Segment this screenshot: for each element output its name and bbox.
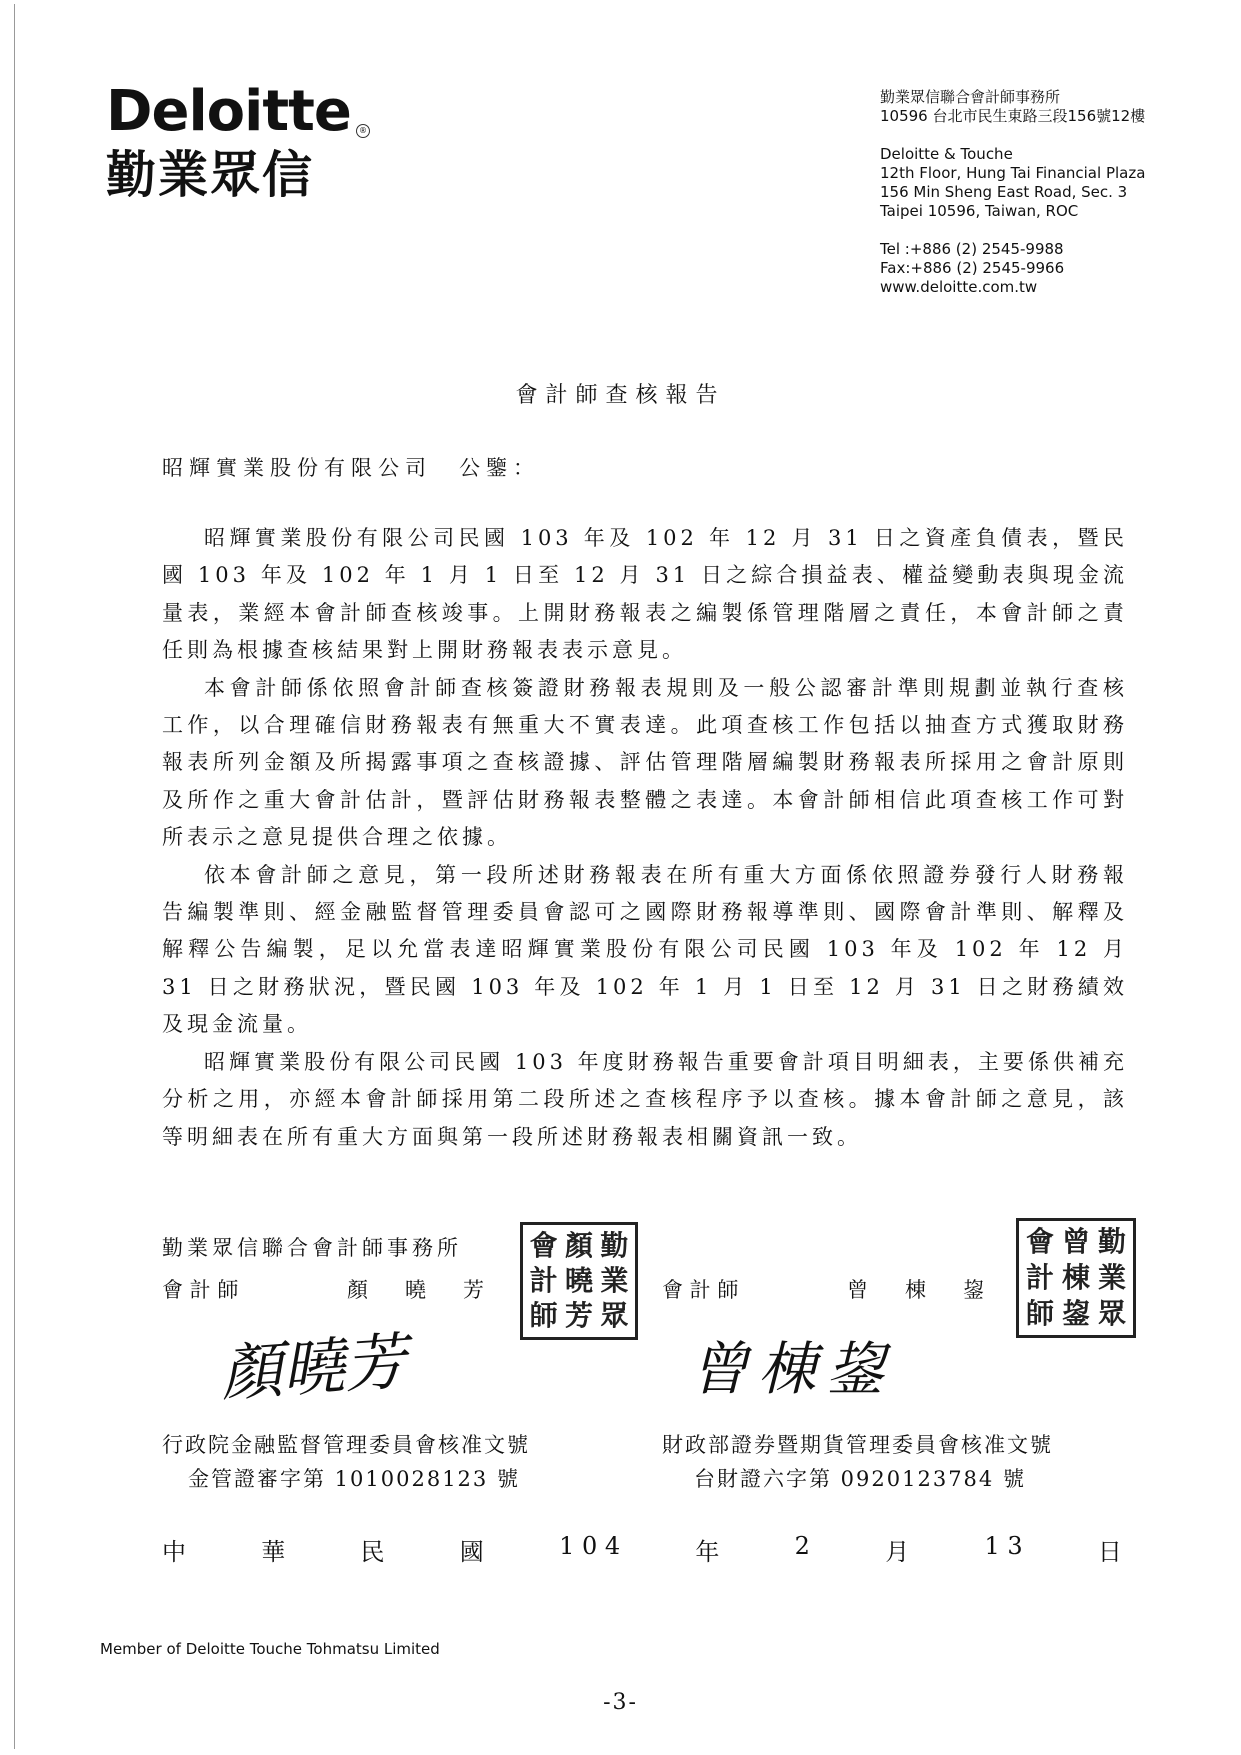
seal-char: 芳 bbox=[564, 1299, 593, 1333]
seal-char: 計 bbox=[1025, 1261, 1054, 1294]
cpa2-seal bbox=[1016, 1218, 1136, 1338]
report-title: 會計師查核報告 bbox=[515, 383, 726, 408]
page-number: -3- bbox=[603, 1690, 638, 1715]
cpa2-name: 曾 棟 鋆 bbox=[847, 1278, 992, 1302]
address-line: 156 Min Sheng East Road, Sec. 3 bbox=[880, 183, 1128, 201]
paragraph-4: 昭輝實業股份有限公司民國 103 年度財務報告重要會計項目明細表，主要係供補充分析之用，亦經本會計師採用第二段所述之查核程序予以查核。據本會計師之意見，該等明細表在所有重大方面與第一段所述財務報表相關資訊一致。 bbox=[162, 1049, 1128, 1149]
address-line: 12th Floor, Hung Tai Financial Plaza bbox=[880, 164, 1146, 182]
seal-char: 會 bbox=[1025, 1225, 1054, 1258]
seal-char: 眾 bbox=[600, 1299, 629, 1333]
address-line: Taipei 10596, Taiwan, ROC bbox=[880, 202, 1079, 220]
cpa1-name: 顏 曉 芳 bbox=[347, 1278, 492, 1302]
approval-block-2 bbox=[662, 1428, 1053, 1496]
cpa1-line bbox=[162, 1274, 492, 1304]
approval-2-line-2: 台財證六字第 0920123784 號 bbox=[694, 1467, 1026, 1491]
seal-char: 勤 bbox=[600, 1228, 629, 1262]
seal-char: 業 bbox=[1097, 1261, 1126, 1294]
scan-edge-line bbox=[14, 4, 15, 1749]
address-line: Deloitte & Touche bbox=[880, 145, 1013, 163]
cpa2-signature: 曾棟鋆 bbox=[690, 1335, 895, 1403]
seal-char: 曉 bbox=[564, 1263, 593, 1297]
address-spacer bbox=[880, 126, 1145, 145]
address-line: 10596 台北市民生東路三段156號12樓 bbox=[880, 107, 1146, 125]
approval-1-line-2: 金管證審字第 1010028123 號 bbox=[188, 1467, 520, 1491]
seal-char: 曾 bbox=[1061, 1225, 1090, 1258]
cpa2-title: 會 計 師 bbox=[662, 1278, 739, 1302]
address-line: Tel :+886 (2) 2545-9988 bbox=[880, 240, 1064, 258]
cpa1-seal bbox=[520, 1222, 638, 1340]
date-part: 民 bbox=[360, 1538, 385, 1566]
seal-char: 眾 bbox=[1097, 1297, 1126, 1330]
registered-mark: ® bbox=[356, 124, 370, 138]
date-part: 日 bbox=[1097, 1538, 1122, 1566]
cpa2-line bbox=[662, 1274, 992, 1304]
address-line: 勤業眾信聯合會計師事務所 bbox=[880, 88, 1061, 106]
date-part: 中 bbox=[162, 1538, 186, 1566]
seal-char: 師 bbox=[1025, 1297, 1054, 1330]
report-body bbox=[162, 520, 1128, 1156]
address-line: www.deloitte.com.tw bbox=[880, 278, 1038, 296]
seal-char: 業 bbox=[600, 1263, 629, 1297]
firm-name: 勤業眾信聯合會計師事務所 bbox=[162, 1236, 462, 1260]
approval-2-line-1: 財政部證券暨期貨管理委員會核准文號 bbox=[662, 1433, 1053, 1457]
seal-char: 鋆 bbox=[1061, 1297, 1090, 1330]
paragraph-2: 本會計師係依照會計師查核簽證財務報表規則及一般公認審計準則規劃並執行查核工作，以合理確信財務報表有無重大不實表達。此項查核工作包括以抽查方式獲取財務報表所列金額及所揭露事項之查核證據、評估管理階層編製財務報表所採用之會計原則及所作之重大會計估計，暨評估財務報表整體之表達。本會計師相信此項查核工作可對所表示之意見提供合理之依據。 bbox=[162, 675, 1128, 850]
seal-char: 師 bbox=[529, 1299, 558, 1333]
deloitte-logo-word: Deloitte bbox=[106, 79, 351, 144]
date-part: 年 bbox=[695, 1538, 720, 1566]
approval-block-1 bbox=[162, 1428, 530, 1496]
paragraph-1: 昭輝實業股份有限公司民國 103 年及 102 年 12 月 31 日之資產負債表，暨民國 103 年及 102 年 1 月 1 日至 12 月 31 日之綜合損益表、權益變動表與現金流量表，業經本會計師查核竣事。上開財務報表之編製係管理階層之責任，本會計師之責任則為根據查核結果對上開財務報表表示意見。 bbox=[162, 526, 1128, 663]
date-day: 1 3 bbox=[984, 1532, 1023, 1560]
address-block bbox=[880, 88, 1145, 297]
cpa1-title: 會 計 師 bbox=[162, 1278, 239, 1302]
date-year: 1 0 4 bbox=[559, 1532, 621, 1560]
report-date bbox=[162, 1532, 1122, 1567]
cpa1-signature: 顏曉芳 bbox=[218, 1324, 409, 1411]
address-line: Fax:+886 (2) 2545-9966 bbox=[880, 259, 1065, 277]
address-spacer bbox=[880, 221, 1145, 240]
date-part: 月 bbox=[885, 1538, 910, 1566]
seal-char: 計 bbox=[529, 1263, 558, 1297]
date-part: 華 bbox=[261, 1538, 286, 1566]
seal-char: 勤 bbox=[1097, 1225, 1126, 1258]
paragraph-3: 依本會計師之意見，第一段所述財務報表在所有重大方面係依照證券發行人財務報告編製準則、經金融監督管理委員會認可之國際財務報導準則、國際會計準則、解釋及解釋公告編製，足以允當表達昭輝實業股份有限公司民國 103 年及 102 年 12 月 31 日之財務狀況，暨民國 103 年及 102 年 1 月 1 日至 12 月 31 日之財務績效及現金流量。 bbox=[162, 862, 1128, 1037]
date-part: 國 bbox=[459, 1538, 484, 1566]
seal-char: 會 bbox=[529, 1228, 558, 1262]
seal-char: 顏 bbox=[564, 1228, 593, 1262]
addressee: 昭輝實業股份有限公司 公鑒： bbox=[162, 456, 540, 480]
approval-1-line-1: 行政院金融監督管理委員會核准文號 bbox=[162, 1433, 530, 1457]
seal-char: 棟 bbox=[1061, 1261, 1090, 1294]
member-footer: Member of Deloitte Touche Tohmatsu Limited bbox=[100, 1640, 440, 1658]
deloitte-logo-chinese: 勤業眾信 bbox=[106, 146, 314, 204]
date-month: 2 bbox=[794, 1532, 810, 1560]
